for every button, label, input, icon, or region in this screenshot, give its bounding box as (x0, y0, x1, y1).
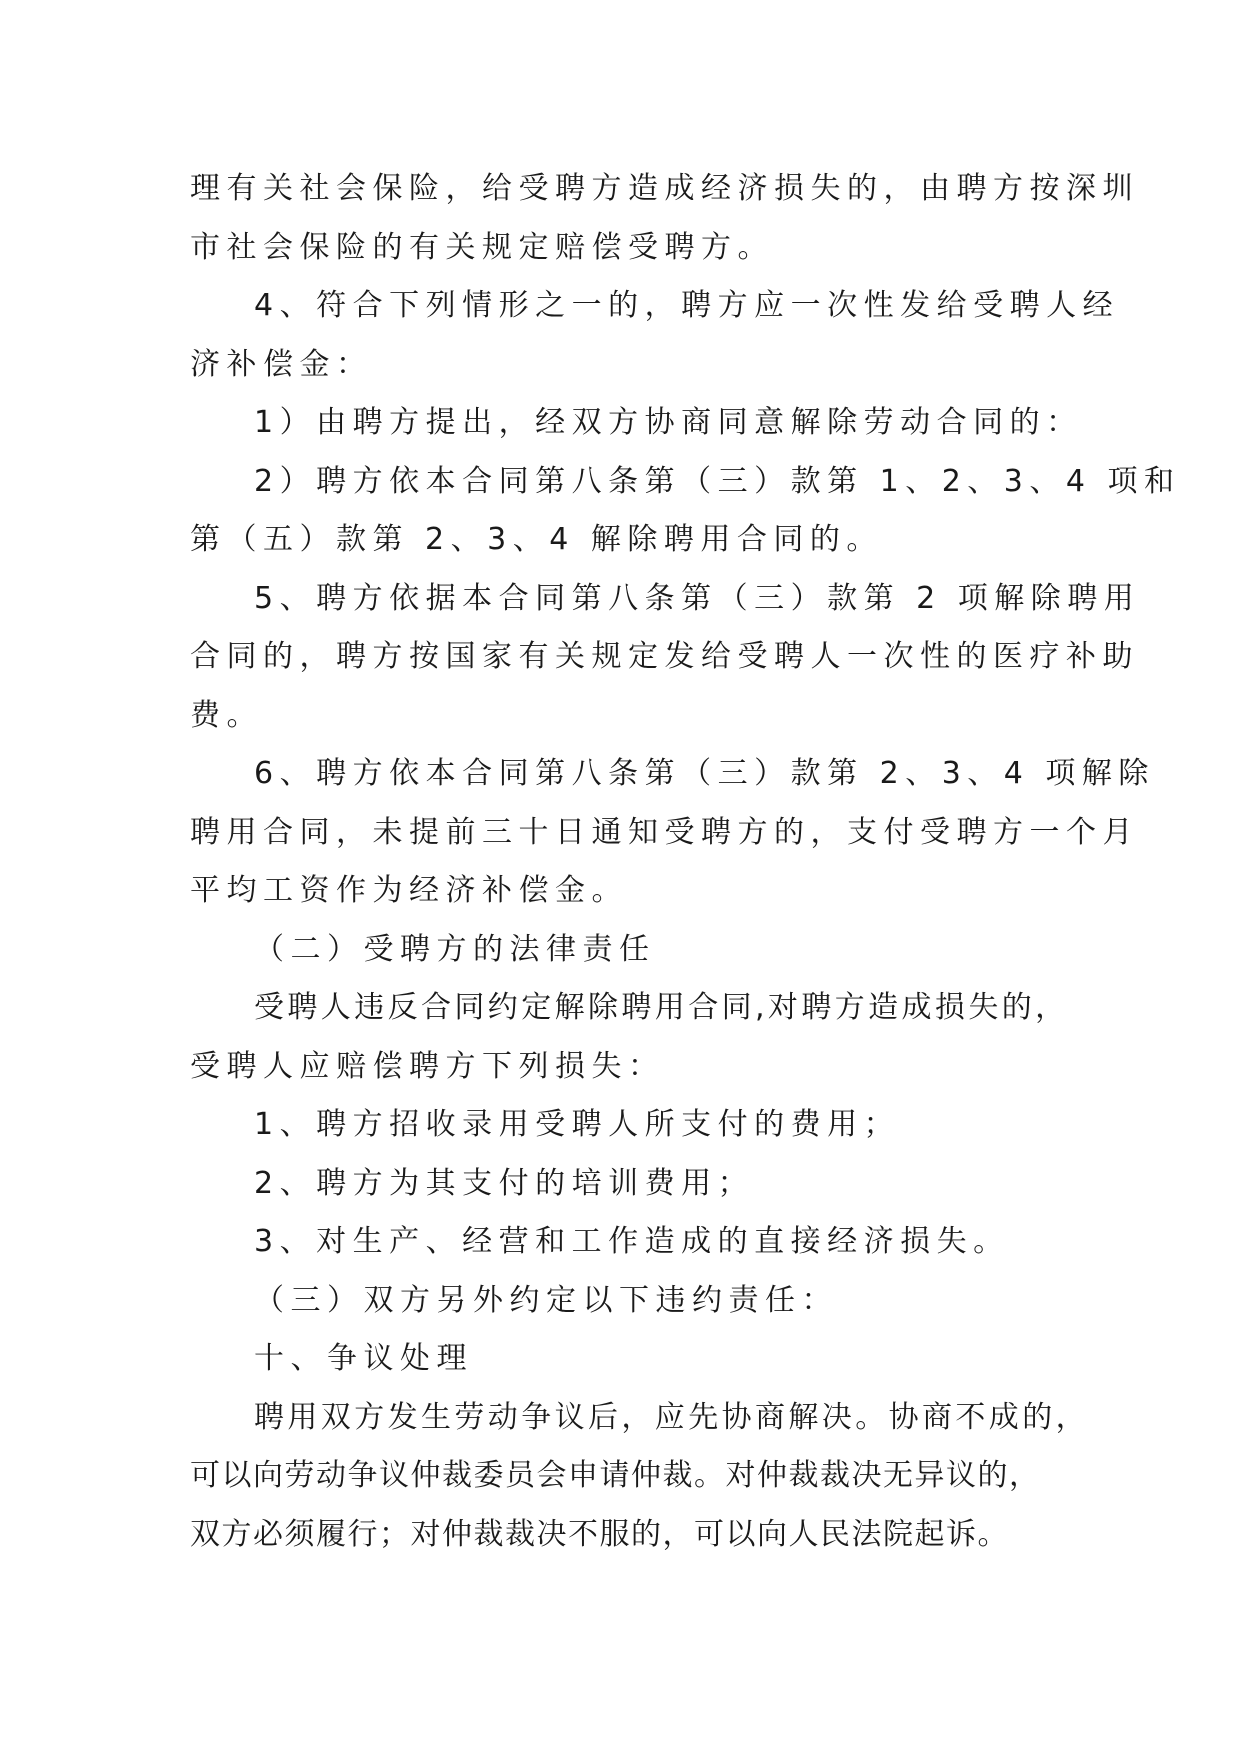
paragraph-line: 市社会保险的有关规定赔偿受聘方。 (190, 229, 774, 265)
section-heading: 十、争议处理 (254, 1341, 473, 1376)
paragraph-line: 合同的，聘方按国家有关规定发给受聘人一次性的医疗补助 (190, 639, 1139, 674)
paragraph-line: 聘用合同，未提前三十日通知受聘方的，支付受聘方一个月 (190, 814, 1139, 850)
paragraph-line: 聘用双方发生劳动争议后，应先协商解决。协商不成的， (254, 1399, 1089, 1435)
section-heading: （三）双方另外约定以下违约责任： (254, 1282, 838, 1318)
paragraph-line: 受聘人违反合同约定解除聘用合同,对聘方造成损失的， (254, 990, 1069, 1025)
paragraph-line: 济补偿金： (190, 346, 373, 382)
paragraph-line: 2）聘方依本合同第八条第（三）款第 1、2、3、4 项和 (254, 463, 1181, 499)
paragraph-line: 4、符合下列情形之一的，聘方应一次性发给受聘人经 (254, 288, 1120, 323)
paragraph-line: 可以向劳动争议仲裁委员会申请仲裁。对仲裁裁决无异议的， (190, 1458, 1041, 1493)
paragraph-line: 第（五）款第 2、3、4 解除聘用合同的。 (190, 522, 883, 557)
paragraph-line: 受聘人应赔偿聘方下列损失： (190, 1048, 665, 1084)
paragraph-line: 5、聘方依据本合同第八条第（三）款第 2 项解除聘用 (254, 580, 1141, 616)
list-item: 3、对生产、经营和工作造成的直接经济损失。 (254, 1224, 1010, 1259)
paragraph-line: 6、聘方依本合同第八条第（三）款第 2、3、4 项解除 (254, 756, 1155, 791)
section-heading: （二）受聘方的法律责任 (254, 931, 656, 967)
paragraph-line: 双方必须履行；对仲裁裁决不服的，可以向人民法院起诉。 (190, 1516, 1009, 1552)
list-item: 2、聘方为其支付的培训费用； (254, 1165, 755, 1201)
paragraph-line: 平均工资作为经济补偿金。 (190, 873, 628, 908)
document-body (190, 160, 1181, 1564)
paragraph-line: 理有关社会保险，给受聘方造成经济损失的，由聘方按深圳 (190, 171, 1139, 206)
list-item: 1、聘方招收录用受聘人所支付的费用； (254, 1107, 901, 1142)
paragraph-line: 费。 (190, 697, 263, 733)
paragraph-line: 1）由聘方提出，经双方协商同意解除劳动合同的： (254, 405, 1083, 440)
